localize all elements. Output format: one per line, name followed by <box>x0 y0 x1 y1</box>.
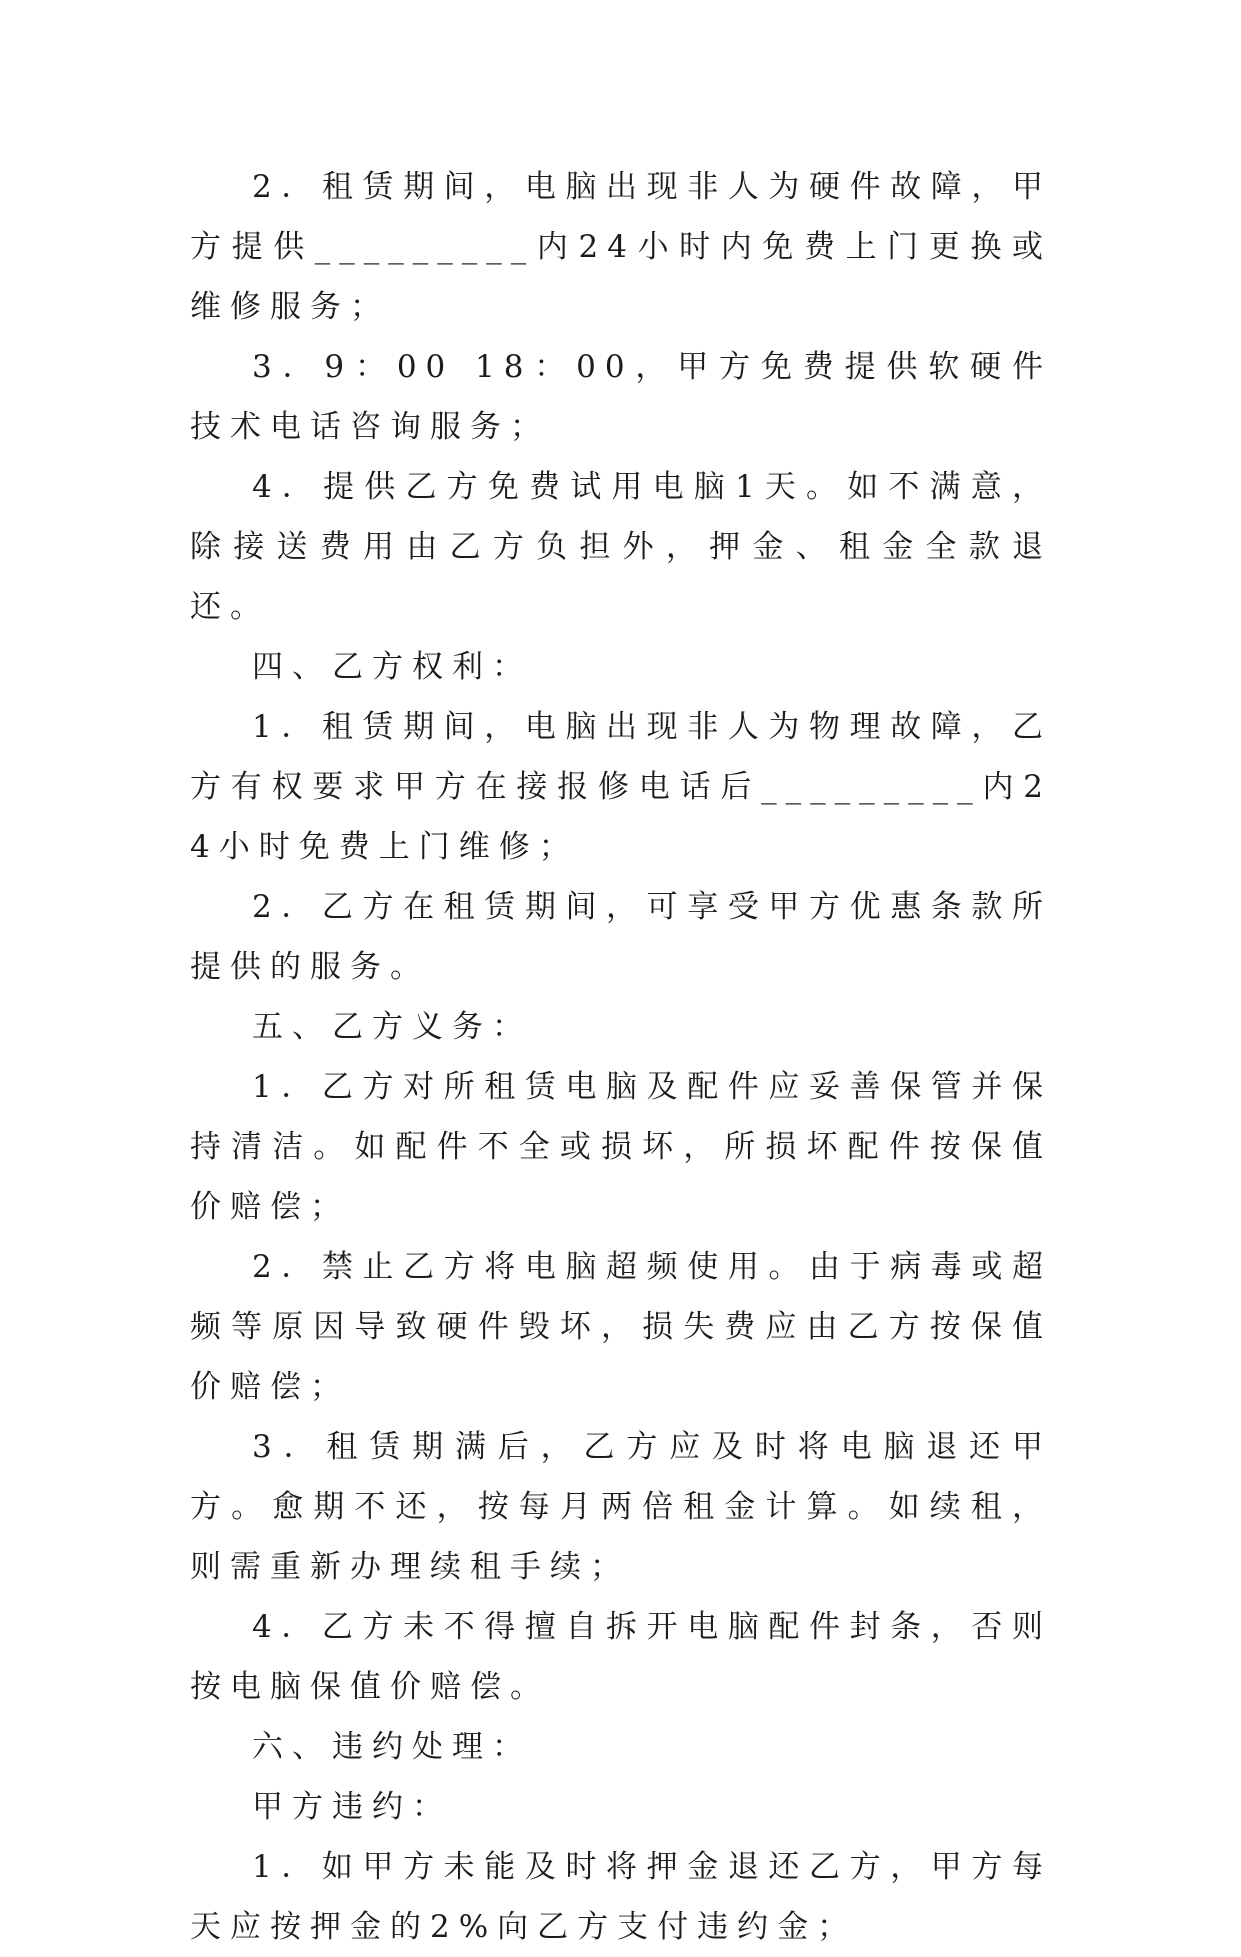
clause-party-a-obligation-4: 4．提供乙方免费试用电脑1天。如不满意，除接送费用由乙方负担外，押金、租金全款退还。 <box>190 469 1052 625</box>
clause-party-b-obligation-3: 3．租赁期满后，乙方应及时将电脑退还甲方。愈期不还，按每月两倍租金计算。如续租，则需重新办理续租手续； <box>190 1429 1052 1585</box>
section-heading-breach-handling: 六、违约处理： <box>252 1729 532 1765</box>
section-heading-party-b-rights: 四、乙方权利： <box>252 649 532 685</box>
clause-party-b-obligation-2: 2．禁止乙方将电脑超频使用。由于病毒或超频等原因导致硬件毁坏，损失费应由乙方按保值价赔偿； <box>190 1249 1052 1405</box>
clause-party-b-obligation-4: 4．乙方未不得擅自拆开电脑配件封条，否则按电脑保值价赔偿。 <box>190 1609 1052 1705</box>
clause-party-a-obligation-3: 3．9：00 18：00，甲方免费提供软硬件技术电话咨询服务； <box>190 349 1052 445</box>
clause-party-a-breach-1: 1．如甲方未能及时将押金退还乙方，甲方每天应按押金的2%向乙方支付违约金； <box>190 1849 1052 1945</box>
clause-party-b-right-2: 2．乙方在租赁期间，可享受甲方优惠条款所提供的服务。 <box>190 889 1052 985</box>
clause-party-b-obligation-1: 1．乙方对所租赁电脑及配件应妥善保管并保持清洁。如配件不全或损坏，所损坏配件按保值价赔偿； <box>190 1069 1052 1225</box>
clause-party-b-right-1: 1．租赁期间，电脑出现非人为物理故障，乙方有权要求甲方在接报修电话后_________内24小时免费上门维修； <box>190 709 1052 865</box>
document-body <box>190 157 1052 1957</box>
section-heading-party-b-obligations: 五、乙方义务： <box>252 1009 532 1045</box>
subsection-heading-party-a-breach: 甲方违约： <box>252 1789 452 1825</box>
clause-party-a-obligation-2: 2．租赁期间，电脑出现非人为硬件故障，甲方提供_________内24小时内免费上门更换或维修服务； <box>190 169 1052 325</box>
